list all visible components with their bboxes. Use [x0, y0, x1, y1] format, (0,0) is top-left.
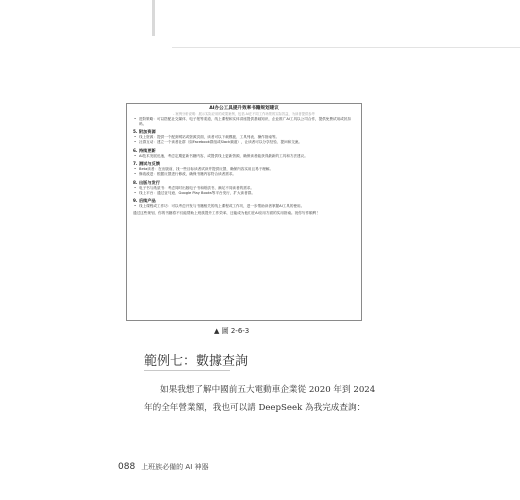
figure-bullet: • AI技术发展迅速，考虑定期更新书籍内容，或提供线上更新资源，确保读者能获得最新的工具和方法建议。	[133, 154, 355, 159]
figure-bullet: • 线上平台：通过亚马逊、Google Play Books等平台发行，扩大读者群。	[133, 191, 355, 196]
figure-section-heading: 9. 后续产品	[133, 198, 156, 203]
figure-bullet: • 修改改进：根据反馈进行修改，确保书籍内容符合读者需求。	[133, 172, 355, 177]
page-edge-line	[172, 47, 520, 48]
page-edge-bar	[152, 0, 155, 36]
figure-closing: 通过这些规划，你的书籍将不仅能帮助上班族提升工作效率，还能成为他们在AI应用方面的实用指南。祝你写作顺利！	[133, 211, 320, 215]
section-heading: 範例七：數據查詢	[144, 354, 249, 369]
figure-caption: ▲ 圖 2-6-3	[214, 327, 250, 335]
figure-section-heading: 5. 附加资源	[133, 129, 156, 134]
figure-bullet: • 社群互动：建立一个读者社群（如Facebook群组或Slack频道），让读者可以分享经验、提问和交流。	[133, 140, 355, 145]
figure-bullet: • Beta读者：在出版前，找一些目标读者试读并提供反馈，确保内容实用且易于理解。	[133, 167, 355, 172]
figure-title: AI办公工具提升效率书籍规划建议	[209, 106, 279, 111]
heading-underline	[144, 370, 230, 371]
page-number: 088	[118, 462, 136, 472]
figure-bullet: • 进阶策略：可以搭配社交媒体、电子报等渠道，线上课程和实体讲座提供基础知识，企业推广AI工具以公司合作，提供免费试用或折扣码。	[133, 117, 355, 127]
figure-section-heading: 8. 出版与发行	[133, 179, 160, 185]
figure-section-heading: 7. 测试与反馈	[133, 161, 160, 166]
screenshot-figure	[126, 103, 362, 321]
page-footer	[118, 462, 209, 472]
figure-bullet: • 电子书与纸质书：考虑同时出版电子书和纸质书，满足不同读者的需求。	[133, 186, 355, 191]
figure-section-heading: 6. 持续更新	[133, 147, 156, 153]
book-title: 上班族必備的 AI 神器	[141, 463, 209, 471]
figure-bullet: • 线上资源：提供一个配套网站或资源页面，读者可以下载模板、工具列表、操作指南等。	[133, 135, 355, 140]
body-paragraph: 如果我想了解中國前五大電動車企業從 2020 年到 2024 年的全年營業額，我也可以請 DeepSeek 為我完成查詢：	[144, 385, 376, 413]
figure-bullet: • 线上课程或工作坊：可以考虑开发与书籍相关的线上课程或工作坊，进一步帮助读者掌握AI工具的使用。	[133, 204, 355, 209]
figure-cut-line: - 案例分析说明：展示实际应用的成果案例，包括 AI在不同工作场景的实际效益，为读者提供参考	[173, 112, 315, 116]
